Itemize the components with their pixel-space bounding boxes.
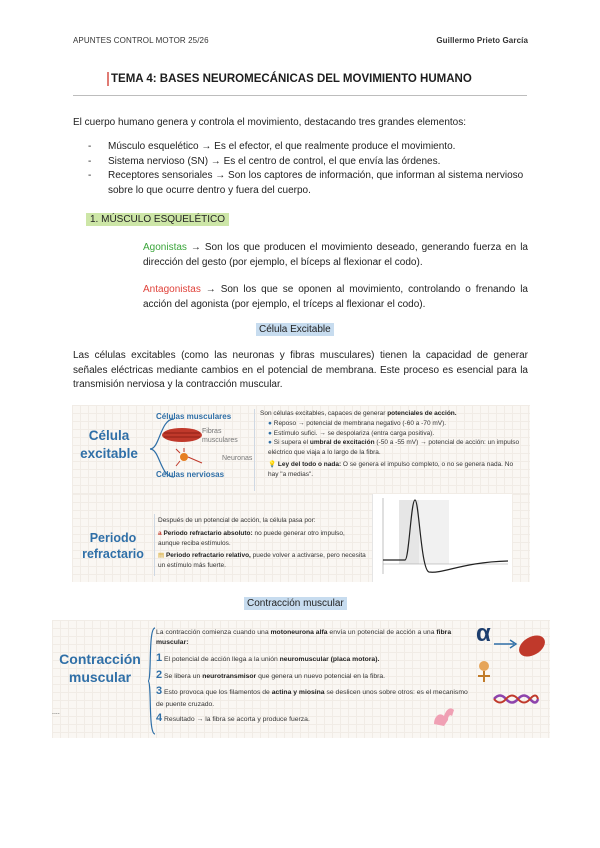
page-title-wrap [107, 72, 472, 86]
flexed-arm-icon [430, 704, 458, 728]
contraccion-muscular-label: Contracción muscular [59, 651, 141, 686]
antagonistas-term: Antagonistas [143, 284, 201, 295]
panel3-step3: 3 Esto provoca que los filamentos de actina y miosina se deslicen unos sobre otros: es el mecanismo de puente cruzado. [156, 685, 468, 708]
panel3-intro-mid: envía un potencial de acción a una [327, 629, 437, 636]
panel3-text [156, 628, 476, 727]
panel3-s2-pre: Se libera un [164, 672, 203, 680]
panel1-text [260, 409, 522, 479]
action-potential-curve [373, 494, 513, 582]
title-accent-bar [107, 72, 109, 86]
section-heading-musculo: 1. MÚSCULO ESQUELÉTICO [86, 213, 229, 226]
celula-excitable-label: Célula excitable [80, 428, 138, 461]
agonistas-text: → Son los que producen el movimiento deseado, generando fuerza en la dirección del gesto (por ejemplo, el bíceps al flexionar el codo). [143, 242, 528, 268]
panel1-b2: ● Estímulo sufici. → se despolariza (entra carga positiva). [268, 429, 435, 437]
panel1-intro-bold: potenciales de acción. [387, 410, 457, 417]
panel3-step1: 1 El potencial de acción llega a la unión neuromuscular (placa motora). [156, 652, 380, 665]
alpha-symbol: α [476, 620, 491, 647]
panel1-b2-text: Estímulo sufici. → se despolariza (entra carga positiva). [273, 429, 435, 437]
panel3-s2-post: que genera un nuevo potencial en la fibra. [256, 672, 386, 680]
agonistas-term: Agonistas [143, 242, 187, 253]
subheading-contraccion: Contracción muscular [244, 597, 347, 610]
celulas-nerviosas-label: Células nerviosas [156, 470, 225, 479]
list-item-text: Receptores sensoriales → Son los captores de información, que informan al sistema nervioso sobre lo que ocurre dentro y fuera del cuerpo. [108, 170, 524, 196]
panel3-intro-pre: La contracción comienza cuando una [156, 629, 271, 636]
antagonistas-definition [143, 282, 528, 312]
panel3-s3-post: se deslicen unos sobre otros: es el mecanismo de puente cruzado. [156, 689, 468, 708]
page-title: TEMA 4: BASES NEUROMECÁNICAS DEL MOVIMIENTO HUMANO [111, 73, 472, 85]
elements-list [88, 140, 528, 198]
list-item: - Receptores sensoriales → Son los captores de información, que informan al sistema nervioso sobre lo que ocurre dentro y fuera del cuerpo. [88, 169, 528, 198]
panel3-s1-pre: El potencial de acción llega a la unión [164, 656, 280, 664]
celula-excitable-illustration [72, 405, 530, 494]
panel1-intro [260, 409, 522, 419]
panel1-b3: ● Si supera el umbral de excitación (-50 a -55 mV) → potencial de acción: un impulso eléctrico que viaja a lo largo de la fibra. [268, 439, 520, 456]
panel3-s2-bold: neurotransmisor [202, 672, 257, 680]
panel3-intro [156, 628, 476, 648]
panel3-step4: 4 Resultado → la fibra se acorta y produce fuerza. [156, 712, 310, 725]
panel1-b1-text: Reposo → potencial de membrana negativo (-60 a -70 mV). [273, 419, 447, 427]
header-course: APUNTES CONTROL MOTOR 25/26 [73, 36, 209, 45]
panel1-b3-bold: umbral de excitación [309, 439, 375, 447]
periodo-refractario-label: Periodo refractario [82, 531, 144, 562]
panel1-law: 💡 Ley del todo o nada: O se genera el impulso completo, o no se genera nada. No hay "a medias". [268, 460, 514, 478]
list-item-text: Músculo esquelético → Es el efector, el que realmente produce el movimiento. [108, 141, 456, 152]
title-divider [73, 95, 527, 96]
header-author: Guillermo Prieto García [436, 36, 528, 45]
muscle-fiber-icon [160, 425, 204, 445]
panel3-step2: 2 Se libera un neurotransmisor que genera un nuevo potencial en la fibra. [156, 668, 386, 681]
list-item-text: Sistema nervioso (SN) → Es el centro de control, el que envía las órdenes. [108, 155, 441, 167]
panel1-law-bold: Ley del todo o nada: [277, 460, 342, 468]
celulas-musculares-label: Células musculares [156, 412, 232, 421]
panel1-divider [254, 409, 255, 491]
panel1-intro-text: Son células excitables, capaces de generar [260, 410, 388, 417]
panel3-s1-bold: neuromuscular (placa motora). [279, 656, 380, 664]
panel1-b3-pre: Si supera el [273, 439, 310, 447]
panel2-relativo: ▤ Periodo refractario relativo, puede volver a activarse, pero necesita un estímulo más fuerte. [158, 552, 366, 569]
action-potential-chart [372, 494, 512, 582]
agonistas-definition [143, 240, 528, 270]
panel2-intro: Después de un potencial de acción, la célula pasa por: [158, 517, 316, 524]
panel2-abs-bold: Periodo refractario absoluto: [163, 529, 253, 537]
muscle-fiber-icon [492, 630, 548, 660]
antagonistas-text: → Son los que se oponen al movimiento, controlando o frenando la acción del agonista (por ejemplo, el tríceps al flexionar el codo). [143, 284, 528, 310]
motor-plate-icon [472, 658, 496, 684]
intro-paragraph: El cuerpo humano genera y controla el movimiento, destacando tres grandes elementos: [73, 117, 467, 128]
panel2-rel-text: puede volver a activarse, pero necesita un estímulo más fuerte. [158, 552, 366, 569]
panel3-bracket [146, 626, 156, 736]
panel1-b1: ● Reposo → potencial de membrana negativo (-60 a -70 mV). [268, 419, 447, 427]
contraccion-muscular-illustration [52, 620, 550, 738]
celulas-paragraph: Las células excitables (como las neuronas y fibras musculares) tienen la capacidad de generar señales eléctricas mediante cambios en el potencial de membrana. Este proceso es esencial para la transmisión nerviosa y la contracción muscular. [73, 350, 528, 390]
fibras-label: Fibras musculares [202, 428, 238, 445]
panel2-abs-text: no puede generar otro impulso, aunque reciba estímulos. [158, 529, 345, 547]
subheading-celula-excitable: Célula Excitable [256, 323, 334, 336]
panel1-law-text: O se genera el impulso completo, o no se genera nada. No hay "a medias". [268, 460, 514, 478]
actin-myosin-icon [492, 692, 540, 706]
panel2-divider [154, 514, 155, 576]
neuronas-label: Neuronas [222, 455, 253, 462]
panel3-s3-bold: actina y miosina [271, 689, 325, 697]
panel3-dots: .... [52, 709, 60, 716]
panel2-text [158, 516, 368, 571]
panel1-b3-post: (-50 a -55 mV) → potencial de acción: un impulso eléctrico que viaja a lo largo de la fibra. [268, 439, 520, 456]
list-item: - Sistema nervioso (SN) → Es el centro de control, el que envía las órdenes. [88, 155, 528, 170]
panel3-intro-bold2: fibra muscular: [156, 629, 452, 647]
panel2-rel-bold: Periodo refractario relativo, [165, 552, 251, 560]
panel3-s3-pre: Esto provoca que los filamentos de [164, 689, 272, 697]
panel3-s4-text: Resultado → la fibra se acorta y produce fuerza. [164, 716, 310, 724]
panel2-absoluto: a Periodo refractario absoluto: no puede generar otro impulso, aunque reciba estímulos. [158, 529, 345, 547]
neuron-icon [174, 447, 204, 469]
panel3-intro-bold: motoneurona alfa [270, 629, 328, 636]
list-item: - Músculo esquelético → Es el efector, el que realmente produce el movimiento. [88, 140, 528, 155]
periodo-refractario-illustration [72, 494, 530, 582]
